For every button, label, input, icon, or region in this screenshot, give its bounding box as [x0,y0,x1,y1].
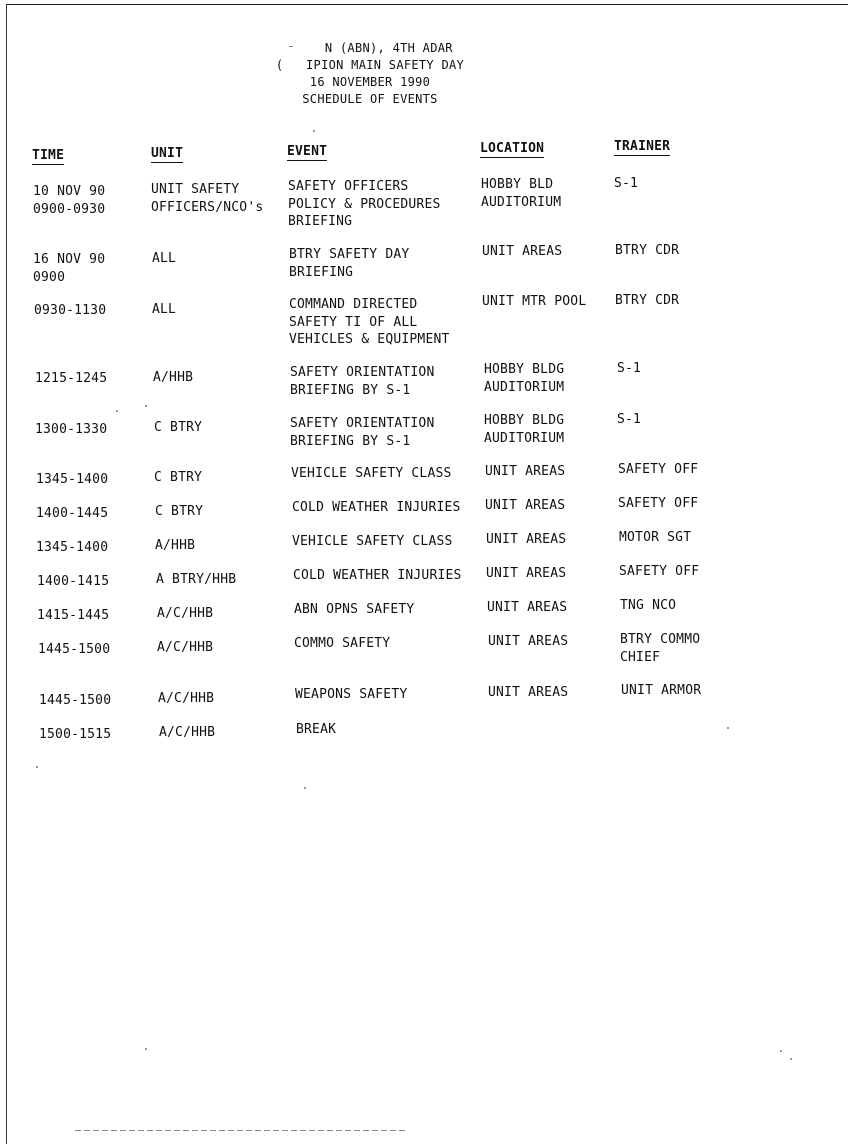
scan-edge-left [6,4,7,1144]
schedule-cell-location: UNIT AREAS [486,566,567,581]
title-line-1-prefix: ⁻ [287,41,295,55]
schedule-cell-event: WEAPONS SAFETY [295,687,408,702]
schedule-cell-event: SAFETY OFFICERS POLICY & PROCEDURES BRIEFING [288,179,441,229]
scan-speck [145,405,147,407]
schedule-cell-unit: A BTRY/HHB [156,572,237,587]
scan-speck [313,130,315,132]
schedule-cell-time: 1345-1400 [36,472,109,487]
title-line-4: SCHEDULE OF EVENTS [302,92,438,106]
schedule-cell-location: HOBBY BLDG AUDITORIUM [484,413,565,446]
schedule-cell-unit: UNIT SAFETY OFFICERS/NCO's [151,182,264,215]
schedule-cell-event: COMMO SAFETY [294,636,391,651]
schedule-cell-unit: A/C/HHB [157,640,214,655]
schedule-cell-unit: A/C/HHB [158,691,215,706]
schedule-cell-time: 1445-1500 [39,693,112,708]
schedule-cell-event: SAFETY ORIENTATION BRIEFING BY S-1 [290,416,435,449]
schedule-cell-event: BTRY SAFETY DAY BRIEFING [289,247,410,280]
column-header-event: EVENT [287,144,328,159]
schedule-cell-event: BREAK [296,722,337,737]
schedule-cell-event: SAFETY ORIENTATION BRIEFING BY S-1 [290,365,435,398]
title-line-2 [0,57,740,74]
column-header-unit: UNIT [151,146,184,161]
title-line-3: 16 NOVEMBER 1990 [309,75,431,89]
scan-speck [780,1050,782,1052]
schedule-cell-location: UNIT AREAS [485,498,566,513]
schedule-cell-trainer: BTRY CDR [615,293,680,308]
schedule-cell-event: VEHICLE SAFETY CLASS [292,534,453,549]
schedule-cell-time: 1445-1500 [38,642,111,657]
schedule-cell-trainer: BTRY COMMO CHIEF [620,632,701,665]
scan-speck [36,766,38,768]
schedule-cell-trainer: BTRY CDR [615,243,680,258]
schedule-cell-unit: ALL [152,302,177,317]
document-title-block [0,40,740,108]
column-header-location: LOCATION [480,141,545,156]
schedule-cell-location: UNIT AREAS [486,532,567,547]
schedule-cell-trainer: SAFETY OFF [618,462,699,477]
schedule-cell-event: VEHICLE SAFETY CLASS [291,466,452,481]
scan-edge-top [6,4,848,5]
schedule-cell-event: COMMAND DIRECTED SAFETY TI OF ALL VEHICLES & EQUIPMENT [289,297,450,347]
scan-speck [145,1048,147,1050]
scan-speck [304,787,306,789]
schedule-cell-unit: A/C/HHB [157,606,214,621]
title-line-1 [0,40,740,57]
schedule-cell-unit: ALL [152,251,177,266]
schedule-cell-unit: C BTRY [154,420,203,435]
column-header-trainer: TRAINER [614,139,671,154]
schedule-cell-trainer: S-1 [617,412,642,427]
scan-noise-line [75,1130,405,1131]
schedule-cell-time: 1400-1445 [36,506,109,521]
schedule-cell-unit: C BTRY [155,504,204,519]
schedule-cell-event: COLD WEATHER INJURIES [293,568,462,583]
schedule-cell-trainer: SAFETY OFF [618,496,699,511]
title-line-1-text: N (ABN), 4TH ADAR [324,41,453,55]
schedule-cell-location: UNIT AREAS [488,634,569,649]
schedule-cell-time: 1415-1445 [37,608,110,623]
schedule-cell-unit: A/HHB [153,370,194,385]
schedule-cell-time: 1300-1330 [35,422,108,437]
schedule-cell-trainer: MOTOR SGT [619,530,692,545]
schedule-cell-trainer: S-1 [614,176,639,191]
schedule-cell-time: 1400-1415 [37,574,110,589]
schedule-cell-event: COLD WEATHER INJURIES [292,500,461,515]
schedule-cell-trainer: S-1 [617,361,642,376]
scan-speck [727,727,729,729]
schedule-cell-location: UNIT AREAS [482,244,563,259]
schedule-cell-time: 1215-1245 [35,371,108,386]
schedule-cell-location: UNIT AREAS [487,600,568,615]
schedule-cell-time: 10 NOV 90 0900-0930 [33,184,106,217]
schedule-cell-time: 1345-1400 [36,540,109,555]
schedule-cell-unit: A/C/HHB [159,725,216,740]
schedule-cell-location: UNIT AREAS [488,685,569,700]
title-line-2-text: IPION MAIN SAFETY DAY [306,58,465,72]
schedule-cell-trainer: SAFETY OFF [619,564,700,579]
schedule-cell-event: ABN OPNS SAFETY [294,602,415,617]
schedule-cell-time: 0930-1130 [34,303,107,318]
schedule-cell-trainer: UNIT ARMOR [621,683,702,698]
schedule-cell-unit: C BTRY [154,470,203,485]
column-header-time: TIME [32,148,65,163]
schedule-cell-trainer: TNG NCO [620,598,677,613]
title-line-2-prefix: ( [275,58,284,72]
schedule-cell-location: HOBBY BLDG AUDITORIUM [484,362,565,395]
schedule-cell-location: UNIT AREAS [485,464,566,479]
scan-speck [116,410,118,412]
schedule-cell-unit: A/HHB [155,538,196,553]
schedule-cell-time: 1500-1515 [39,727,112,742]
schedule-cell-location: UNIT MTR POOL [482,294,587,309]
schedule-cell-location: HOBBY BLD AUDITORIUM [481,177,562,210]
schedule-cell-time: 16 NOV 90 0900 [33,252,106,285]
scan-speck [790,1058,792,1060]
